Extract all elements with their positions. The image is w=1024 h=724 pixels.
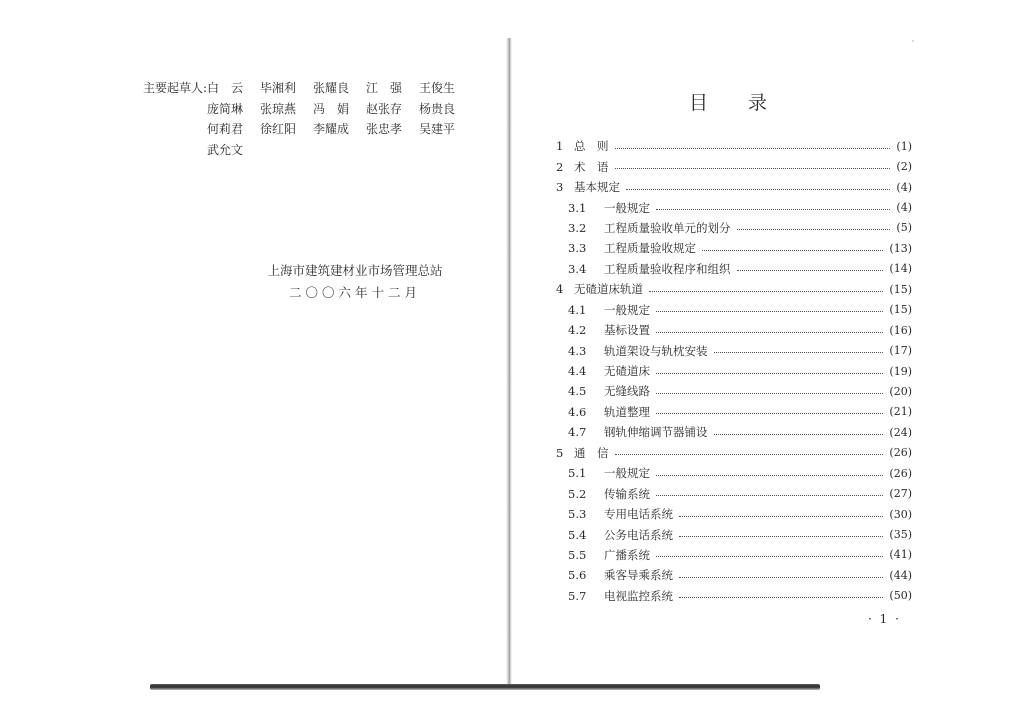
drafter-name: 张琼燕: [260, 101, 297, 116]
toc-entry-title: 乘客导乘系统: [604, 568, 673, 583]
toc-entry-page: (1): [896, 139, 912, 153]
toc-entry-page: (26): [889, 466, 912, 480]
toc-leader-dots: [649, 291, 883, 292]
drafter-name: 杨贵良: [419, 101, 456, 116]
toc-leader-dots: [656, 311, 883, 312]
toc-entry-page: (27): [889, 487, 912, 501]
toc-entry-page: (13): [889, 241, 912, 255]
toc-entry-page: (24): [889, 425, 912, 439]
toc-entry-number: 4.6: [568, 404, 587, 419]
toc-entry-title: 无碴道床轨道: [574, 282, 643, 297]
toc-leader-dots: [656, 475, 883, 476]
drafters-row: [207, 140, 457, 161]
toc-entry-title: 基标设置: [604, 323, 650, 338]
toc-entry: [552, 565, 912, 585]
toc-entry: [552, 545, 912, 565]
toc-entry: [552, 504, 912, 524]
toc-leader-dots: [656, 495, 883, 496]
drafters-row: [207, 119, 457, 140]
toc-entry: [552, 156, 912, 176]
toc-entry-title: 一般规定: [604, 200, 650, 215]
toc-entry-title: 无缝线路: [604, 384, 650, 399]
toc-entry-title: 轨道架设与轨枕安装: [604, 343, 708, 358]
toc-leader-dots: [615, 454, 884, 455]
toc-entry-title: 专用电话系统: [604, 507, 673, 522]
toc-leader-dots: [656, 373, 883, 374]
toc-entry: [552, 136, 912, 156]
toc-entry-page: (15): [889, 282, 912, 296]
toc-entry-number: 5.1: [568, 466, 587, 481]
toc-entry-title: 工程质量验收规定: [604, 241, 696, 256]
toc-leader-dots: [615, 168, 891, 169]
toc-entry-title: 总 则: [574, 139, 609, 154]
drafters-row: [207, 99, 457, 120]
drafter-name: 李耀成: [313, 122, 350, 136]
toc-entry-number: 4.3: [568, 343, 587, 358]
toc-entry-page: (50): [889, 589, 912, 603]
toc-entry-title: 工程质量验收程序和组织: [604, 261, 731, 276]
toc-entry-number: 4.4: [568, 364, 587, 379]
toc-leader-dots: [679, 597, 883, 598]
toc-entry-title: 术 语: [574, 159, 609, 174]
toc-leader-dots: [737, 270, 884, 271]
toc-entry-number: 3.3: [568, 241, 587, 256]
drafter-name: 毕湘利: [260, 81, 297, 95]
toc-entry-page: (30): [889, 507, 912, 521]
publication-date: 二〇〇六年十二月: [288, 285, 421, 300]
toc-entry: [552, 177, 912, 197]
toc-entry-page: (26): [889, 446, 912, 460]
toc-entry-page: (4): [896, 201, 912, 215]
drafter-name: 王俊生: [419, 81, 456, 95]
toc-entry-title: 公务电话系统: [604, 527, 673, 542]
toc-entry: [552, 197, 912, 217]
toc-entry: [552, 524, 912, 544]
drafter-name: 何莉君: [207, 122, 244, 136]
right-page: [512, 0, 1024, 724]
toc-entry: [552, 340, 912, 360]
toc-entry-number: 5.6: [568, 568, 587, 583]
toc-entry-number: 5.3: [568, 507, 587, 522]
toc-entry-title: 钢轨伸缩调节器铺设: [604, 425, 708, 440]
toc-entry-number: 4.2: [568, 323, 587, 338]
toc-entry-number: 4: [556, 282, 564, 297]
toc-entry-number: 5.4: [568, 527, 587, 542]
drafters-row: [207, 78, 457, 99]
toc-entry-page: (17): [889, 344, 912, 358]
toc-entry: [552, 238, 912, 258]
scan-speck: [912, 40, 914, 42]
toc-entry-number: 1: [556, 139, 564, 154]
publisher-block: [255, 260, 455, 304]
toc-entry: [552, 381, 912, 401]
toc-entry-page: (2): [896, 160, 912, 174]
toc-leader-dots: [714, 352, 884, 353]
publisher-name: 上海市建筑建材业市场管理总站: [267, 263, 443, 278]
toc-entry-title: 工程质量验收单元的划分: [604, 220, 731, 235]
drafter-name: 庞简琳: [207, 101, 244, 116]
toc-entry-title: 传输系统: [604, 486, 650, 501]
left-page: [0, 0, 508, 724]
toc-entry: [552, 422, 912, 442]
drafter-name: 冯 娟: [313, 101, 350, 116]
toc-entry-page: (15): [889, 303, 912, 317]
toc-entry-title: 基本规定: [574, 180, 620, 195]
toc-entry-page: (44): [889, 568, 912, 582]
toc-leader-dots: [656, 393, 883, 394]
toc-entry: [552, 463, 912, 483]
page-number: · 1 ·: [868, 612, 901, 626]
toc-leader-dots: [626, 189, 890, 190]
toc-entry-title: 电视监控系统: [604, 588, 673, 603]
toc-entry: [552, 259, 912, 279]
toc-entry-page: (4): [896, 180, 912, 194]
toc-leader-dots: [656, 332, 883, 333]
toc-entry-page: (41): [889, 548, 912, 562]
toc-entry-title: 广播系统: [604, 547, 650, 562]
toc-leader-dots: [656, 209, 890, 210]
drafter-name: 江 强: [366, 81, 403, 95]
toc-entry: [552, 218, 912, 238]
toc-leader-dots: [679, 577, 883, 578]
toc-entry-number: 3: [556, 180, 564, 195]
toc-entry: [552, 320, 912, 340]
toc-entry-number: 3.4: [568, 261, 587, 276]
toc-entry-number: 3.1: [568, 200, 587, 215]
drafter-name: 徐红阳: [260, 122, 297, 136]
toc-entry-number: 5.5: [568, 547, 587, 562]
toc-entry-title: 无碴道床: [604, 364, 650, 379]
toc-entry-number: 4.5: [568, 384, 587, 399]
toc-entry-number: 5.7: [568, 588, 587, 603]
toc-entry-page: (5): [896, 221, 912, 235]
toc-entry: [552, 586, 912, 606]
toc-entry: [552, 443, 912, 463]
toc-entry: [552, 402, 912, 422]
drafter-name: 武允文: [207, 142, 244, 157]
toc-entry-page: (21): [889, 405, 912, 419]
toc-entry-title: 通 信: [574, 445, 609, 460]
toc-entry-number: 5.2: [568, 486, 587, 501]
toc-entry-number: 4.1: [568, 302, 587, 317]
toc-entry-title: 一般规定: [604, 466, 650, 481]
drafter-name: 张忠孝: [366, 122, 403, 136]
toc-entry-page: (16): [889, 323, 912, 337]
toc-leader-dots: [702, 250, 883, 251]
toc-entry-number: 3.2: [568, 220, 587, 235]
drafter-name: 张耀良: [313, 81, 350, 95]
toc-leader-dots: [656, 556, 883, 557]
toc-leader-dots: [615, 148, 891, 149]
toc-entry-page: (19): [889, 364, 912, 378]
toc-entry-number: 5: [556, 445, 564, 460]
toc-entry: [552, 300, 912, 320]
toc-leader-dots: [714, 434, 884, 435]
toc-entry-page: (35): [889, 528, 912, 542]
toc-entry-page: (20): [889, 384, 912, 398]
toc-entry-title: 轨道整理: [604, 404, 650, 419]
drafters-names: [207, 78, 457, 160]
page-bottom-shadow: [150, 684, 820, 690]
toc-entry-page: (14): [889, 262, 912, 276]
toc-entry: [552, 483, 912, 503]
drafter-name: 白 云: [207, 81, 244, 95]
toc-leader-dots: [679, 536, 883, 537]
toc-leader-dots: [656, 413, 883, 414]
toc-leader-dots: [679, 516, 883, 517]
toc-entry: [552, 361, 912, 381]
toc-leader-dots: [737, 229, 891, 230]
drafter-name: 吴建平: [419, 122, 456, 136]
drafter-name: 赵张存: [366, 101, 403, 116]
toc-entry-title: 一般规定: [604, 302, 650, 317]
toc-entry: [552, 279, 912, 299]
drafters-label: 主要起草人:: [143, 81, 208, 95]
toc-entry-number: 4.7: [568, 425, 587, 440]
table-of-contents: [552, 136, 912, 606]
toc-entry-number: 2: [556, 159, 564, 174]
toc-title: 目录: [689, 92, 808, 114]
